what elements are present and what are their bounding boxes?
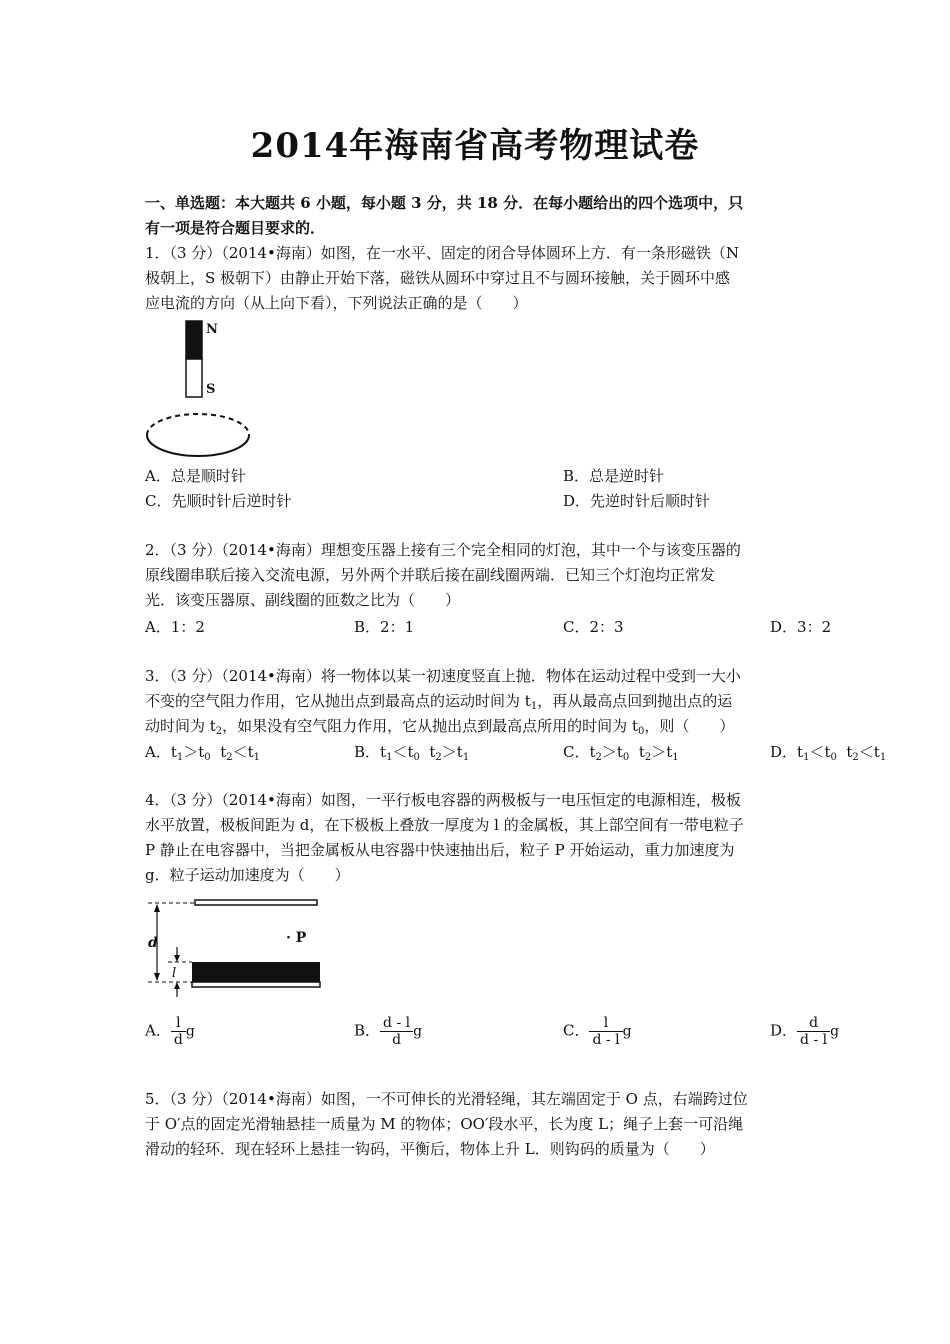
dim-l-label: l (172, 966, 177, 981)
q4-option-a-fraction: $\frac{l}{d}$ (171, 1015, 186, 1048)
q5-line2: 于 O′点的固定光滑轴悬挂一质量为 M 的物体；OO′段水平，长为度 L；绳子上套一可沿绳 (145, 1115, 744, 1133)
q3-line1: 3．（3 分）（2014•海南）将一物体以某一初速度竖直上抛．物体在运动过程中受到一大小 (145, 667, 741, 685)
q1-option-c: C．先顺时针后逆时针 (145, 492, 292, 510)
q3-line3: 动时间为 $t_2$，如果没有空气阻力作用，它从抛出点到最高点所用的时间为 $t_0$，则（ ） (145, 717, 735, 737)
q1-option-d: D．先逆时针后顺时针 (563, 492, 711, 510)
q1-line2: 极朝上，S 极朝下）由静止开始下落，磁铁从圆环中穿过且不与圆环接触，关于圆环中感 (145, 269, 731, 287)
q2-option-c: C．2：3 (563, 618, 624, 636)
q4-option-b-fraction: $\frac{d - l}{d}$ (380, 1015, 413, 1048)
section-heading-line2: 有一项是符合题目要求的． (145, 219, 326, 237)
q5-line3: 滑动的轻环．现在轻环上悬挂一钩码，平衡后，物体上升 L．则钩码的质量为（ ） (145, 1140, 715, 1158)
magnet-n-label: N (206, 322, 218, 337)
q3-option-c: C．$t_2>t_0$ $t_2>t_1$ (563, 743, 679, 763)
q5-line1: 5．（3 分）（2014•海南）如图，一不可伸长的光滑轻绳，其左端固定于 O 点，右端跨过位 (145, 1090, 748, 1108)
q4-option-b: B． $\frac{d - l}{d}$ g (354, 1015, 423, 1048)
q4-option-a: A． $\frac{l}{d}$ g (145, 1015, 195, 1048)
magnet-north-half (186, 321, 202, 359)
lower-plate (192, 982, 320, 987)
q1-magnet-ring-figure (140, 315, 260, 465)
q4-line1: 4．（3 分）（2014•海南）如图，一平行板电容器的两极板与一电压恒定的电源相连，极板 (145, 791, 741, 809)
dim-d-label: d (148, 935, 158, 951)
q4-capacitor-figure (140, 895, 330, 1005)
q4-option-d: D． $\frac{d}{d - l}$ g (770, 1015, 840, 1048)
magnet-s-label: S (206, 382, 216, 397)
dim-l-arrow-top (174, 955, 180, 962)
q2-option-d: D．3：2 (770, 618, 832, 636)
q4-option-c-fraction: $\frac{l}{d - l}$ (589, 1015, 622, 1048)
q1-option-a: A．总是顺时针 (145, 467, 246, 485)
q3-option-a: A．$t_1>t_0$ $t_2<t_1$ (145, 743, 261, 763)
q4-line2: 水平放置，极板间距为 d，在下极板上叠放一厚度为 l 的金属板，其上部空间有一带电粒子 (145, 816, 744, 834)
q2-line2: 原线圈串联后接入交流电源，另外两个并联后接在副线圈两端．已知三个灯泡均正常发 (145, 566, 716, 584)
q1-line1: 1．（3 分）（2014•海南）如图，在一水平、固定的闭合导体圆环上方．有一条形磁铁（N (145, 244, 740, 262)
dim-l-arrow-bottom (174, 982, 180, 989)
q1-line3: 应电流的方向（从上向下看），下列说法正确的是（ ） (145, 294, 528, 312)
q4-option-d-fraction: $\frac{d}{d - l}$ (797, 1015, 830, 1048)
ring-back-dashed (147, 414, 249, 435)
page-title: 2014年海南省高考物理试卷 (250, 126, 700, 166)
dim-d-arrow-up (154, 904, 160, 912)
q2-line3: 光．该变压器原、副线圈的匝数之比为（ ） (145, 591, 461, 609)
section-heading-line1: 一、单选题：本大题共 6 小题，每小题 3 分，共 18 分．在每小题给出的四个选项中，只 (145, 194, 744, 212)
q4-option-c: C． $\frac{l}{d - l}$ g (563, 1015, 632, 1048)
q3-line2: 不变的空气阻力作用，它从抛出点到最高点的运动时间为 $t_1$，再从最高点回到抛出点的运 (145, 692, 733, 712)
q4-line3: P 静止在电容器中，当把金属板从电容器中快速抽出后，粒子 P 开始运动，重力加速度为 (145, 841, 735, 859)
magnet-south-half (186, 359, 202, 397)
q1-option-b: B．总是逆时针 (563, 467, 665, 485)
q2-option-a: A．1：2 (145, 618, 205, 636)
q2-line1: 2．（3 分）（2014•海南）理想变压器上接有三个完全相同的灯泡，其中一个与该变压器的 (145, 541, 741, 559)
q2-option-b: B．2：1 (354, 618, 415, 636)
q4-line4: g．粒子运动加速度为（ ） (145, 866, 350, 884)
q3-option-d: D．$t_1<t_0$ $t_2<t_1$ (770, 743, 887, 763)
q3-option-b: B．$t_1<t_0$ $t_2>t_1$ (354, 743, 470, 763)
ring-front-solid (147, 435, 249, 456)
metal-slab (192, 962, 320, 982)
upper-plate (195, 900, 317, 905)
dim-d-arrow-down (154, 973, 160, 981)
particle-p-label: · P (286, 930, 307, 946)
